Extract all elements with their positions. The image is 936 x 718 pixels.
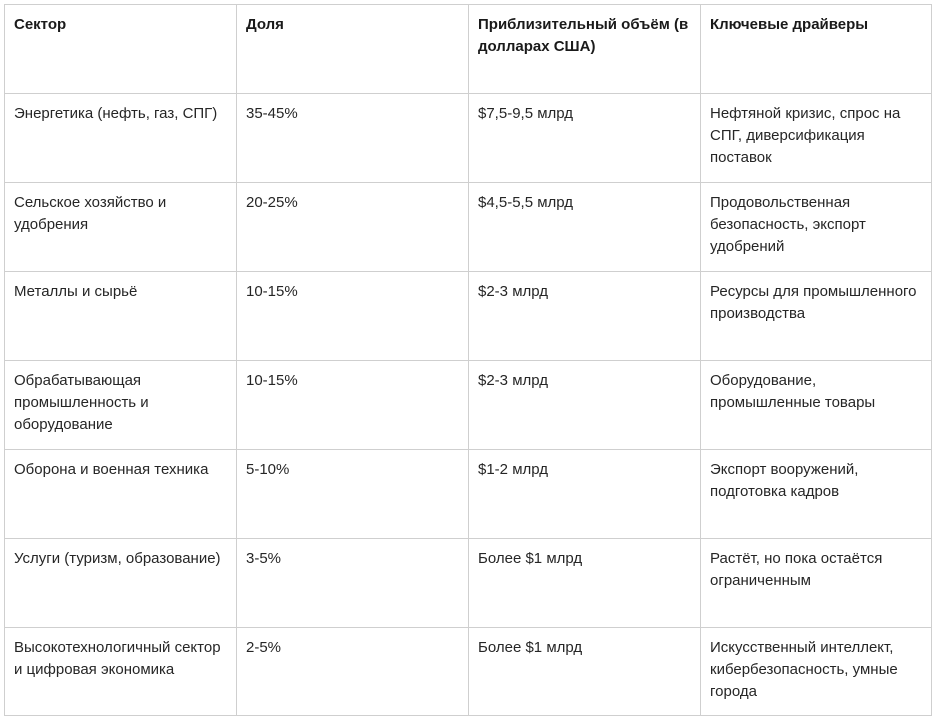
cell-drivers: Экспорт вооружений, подготовка кадров xyxy=(701,450,932,539)
cell-drivers: Продовольственная безопасность, экспорт удобрений xyxy=(701,183,932,272)
cell-drivers: Искусственный интеллект, кибербезопасность, умные города xyxy=(701,628,932,716)
header-volume: Приблизительный объём (в долларах США) xyxy=(469,5,701,94)
header-sector: Сектор xyxy=(5,5,237,94)
cell-volume: $2-3 млрд xyxy=(469,361,701,450)
cell-sector: Высокотехнологичный сектор и цифровая экономика xyxy=(5,628,237,716)
cell-sector: Сельское хозяйство и удобрения xyxy=(5,183,237,272)
cell-share: 10-15% xyxy=(237,361,469,450)
sector-table-container xyxy=(4,4,931,716)
cell-sector: Обрабатывающая промышленность и оборудование xyxy=(5,361,237,450)
cell-share: 5-10% xyxy=(237,450,469,539)
sector-table xyxy=(4,4,932,716)
cell-share: 35-45% xyxy=(237,94,469,183)
cell-sector: Металлы и сырьё xyxy=(5,272,237,361)
table-row xyxy=(5,272,932,361)
cell-sector: Услуги (туризм, образование) xyxy=(5,539,237,628)
cell-sector: Оборона и военная техника xyxy=(5,450,237,539)
cell-volume: $2-3 млрд xyxy=(469,272,701,361)
table-row xyxy=(5,94,932,183)
cell-drivers: Нефтяной кризис, спрос на СПГ, диверсификация поставок xyxy=(701,94,932,183)
cell-volume: Более $1 млрд xyxy=(469,628,701,716)
table-row xyxy=(5,183,932,272)
table-row xyxy=(5,450,932,539)
cell-volume: $7,5-9,5 млрд xyxy=(469,94,701,183)
table-row xyxy=(5,628,932,716)
table-body xyxy=(5,94,932,716)
cell-drivers: Оборудование, промышленные товары xyxy=(701,361,932,450)
header-row xyxy=(5,5,932,94)
header-drivers: Ключевые драйверы xyxy=(701,5,932,94)
cell-share: 10-15% xyxy=(237,272,469,361)
table-header xyxy=(5,5,932,94)
table-row xyxy=(5,539,932,628)
cell-share: 20-25% xyxy=(237,183,469,272)
table-row xyxy=(5,361,932,450)
cell-volume: Более $1 млрд xyxy=(469,539,701,628)
header-share: Доля xyxy=(237,5,469,94)
cell-share: 2-5% xyxy=(237,628,469,716)
cell-sector: Энергетика (нефть, газ, СПГ) xyxy=(5,94,237,183)
cell-volume: $1-2 млрд xyxy=(469,450,701,539)
cell-volume: $4,5-5,5 млрд xyxy=(469,183,701,272)
cell-drivers: Ресурсы для промышленного производства xyxy=(701,272,932,361)
cell-drivers: Растёт, но пока остаётся ограниченным xyxy=(701,539,932,628)
cell-share: 3-5% xyxy=(237,539,469,628)
